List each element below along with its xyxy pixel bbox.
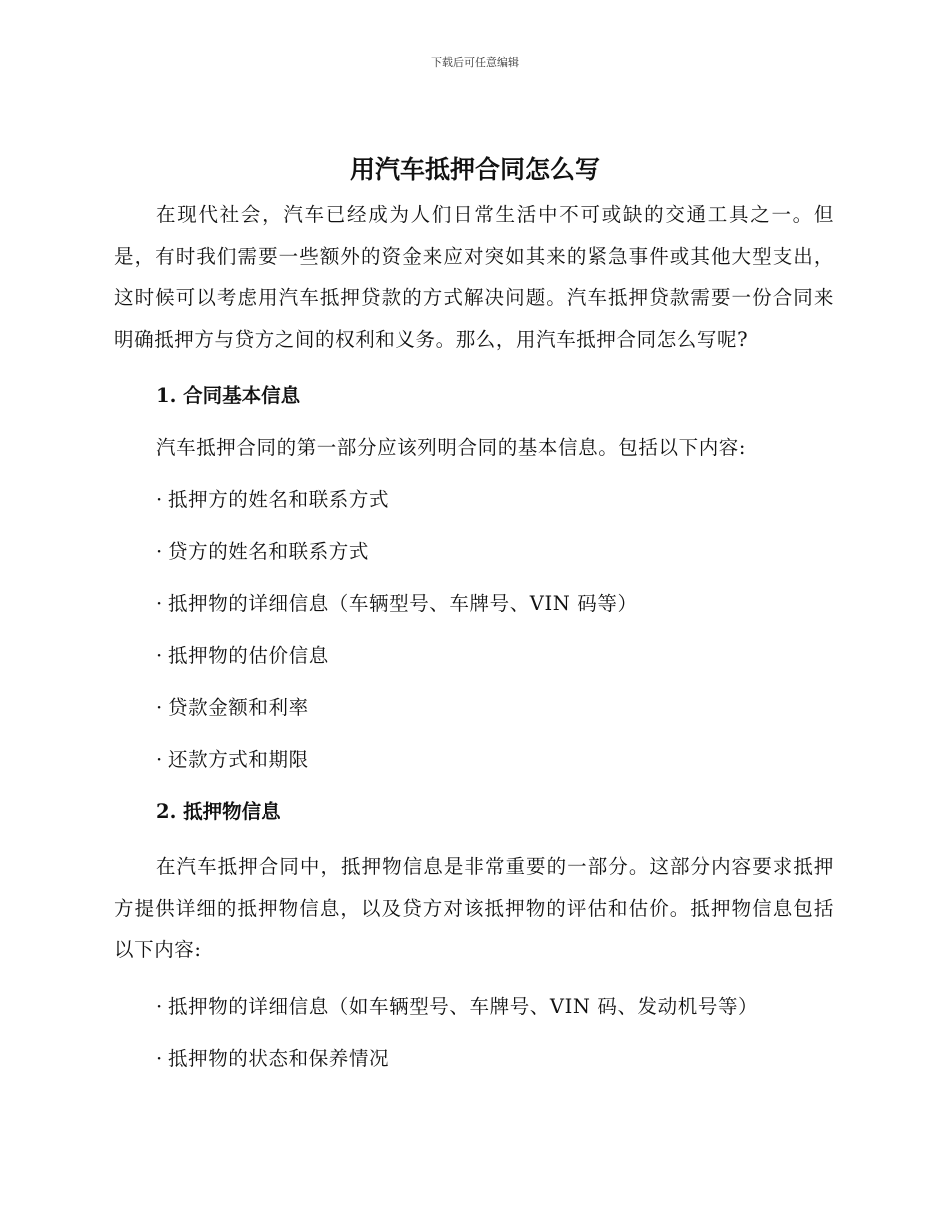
bullet-dot-icon: · xyxy=(156,488,163,511)
list-item-text: 贷款金额和利率 xyxy=(168,696,309,719)
list-item-text: 抵押物的估价信息 xyxy=(168,644,329,667)
list-item xyxy=(114,682,834,734)
list-item-text: 抵押物的详细信息（车辆型号、车牌号、VIN 码等） xyxy=(168,592,638,615)
list-item xyxy=(114,734,834,786)
list-item xyxy=(114,526,834,578)
list-item xyxy=(114,981,834,1033)
list-item-text: 抵押物的详细信息（如车辆型号、车牌号、VIN 码、发动机号等） xyxy=(168,994,759,1018)
list-item xyxy=(114,474,834,526)
list-item-text: 抵押物的状态和保养情况 xyxy=(168,1046,390,1070)
list-item-text: 还款方式和期限 xyxy=(168,748,309,771)
page-header-note: 下载后可任意编辑 xyxy=(431,56,519,69)
section-heading: 2. 抵押物信息 xyxy=(156,800,281,823)
bullet-dot-icon: · xyxy=(156,592,163,615)
section-lead: 汽车抵押合同的第一部分应该列明合同的基本信息。包括以下内容: xyxy=(156,436,747,459)
list-item xyxy=(114,1033,834,1085)
bullet-dot-icon: · xyxy=(156,696,163,719)
intro-paragraph: 在现代社会，汽车已经成为人们日常生活中不可或缺的交通工具之一。但是，有时我们需要一些额外的资金来应对突如其来的紧急事件或其他大型支出，这时候可以考虑用汽车抵押贷款的方式解决问题。汽车抵押贷款需要一份合同来明确抵押方与贷方之间的权利和义务。那么，用汽车抵押合同怎么写呢? xyxy=(114,203,834,351)
list-item xyxy=(114,578,834,630)
section-paragraph: 在汽车抵押合同中，抵押物信息是非常重要的一部分。这部分内容要求抵押方提供详细的抵押物信息，以及贷方对该抵押物的评估和估价。抵押物信息包括以下内容: xyxy=(114,855,834,961)
document-body xyxy=(114,194,834,1085)
list-item xyxy=(114,630,834,682)
bullet-dot-icon: · xyxy=(156,644,163,667)
bullet-dot-icon: · xyxy=(156,1046,163,1070)
list-item-text: 贷方的姓名和联系方式 xyxy=(168,540,370,563)
section-basic-info xyxy=(114,370,834,786)
list-item-text: 抵押方的姓名和联系方式 xyxy=(168,488,390,511)
bullet-dot-icon: · xyxy=(156,540,163,563)
section-collateral-info xyxy=(114,786,834,1085)
bullet-dot-icon: · xyxy=(156,748,163,771)
section-heading: 1. 合同基本信息 xyxy=(156,384,301,407)
document-title: 用汽车抵押合同怎么写 xyxy=(349,155,600,184)
bullet-dot-icon: · xyxy=(156,994,163,1018)
